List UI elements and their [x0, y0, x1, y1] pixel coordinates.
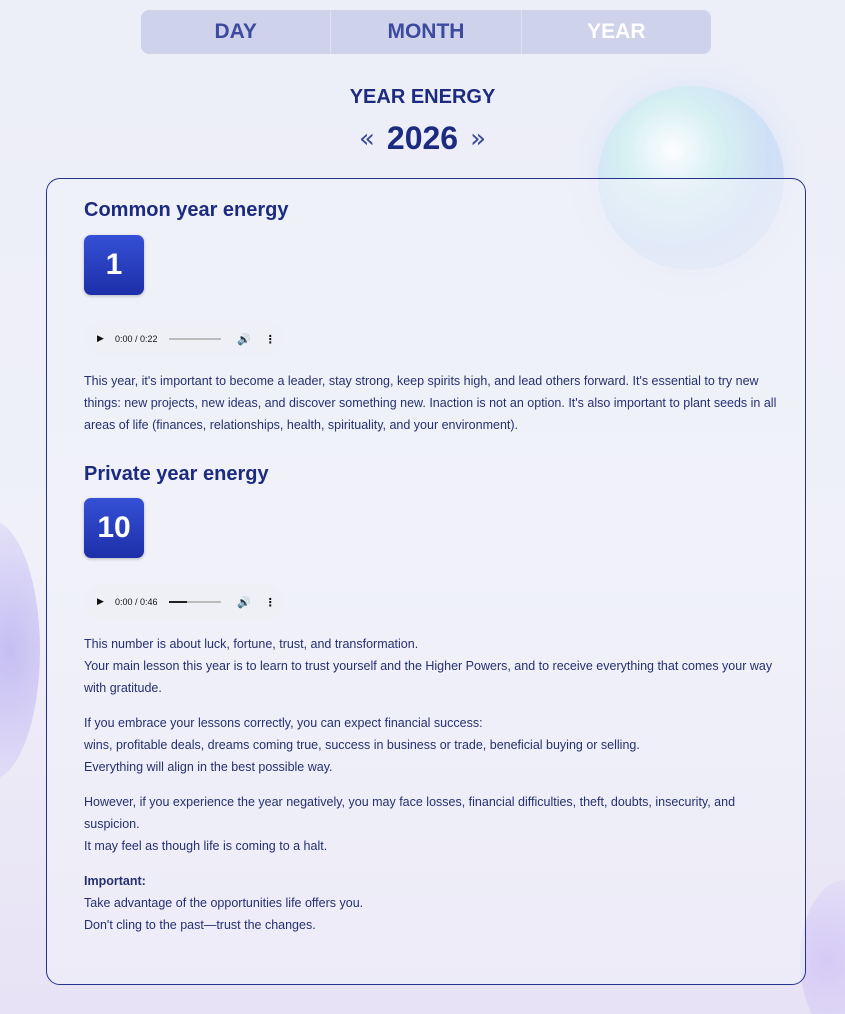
page-title: YEAR ENERGY	[349, 86, 496, 108]
common-energy-title: Common year energy	[84, 199, 289, 221]
decorative-orb-left	[0, 520, 40, 780]
tab-month[interactable]: MONTH	[331, 10, 521, 54]
double-chevron-right-icon[interactable]: »	[470, 123, 487, 154]
decorative-orb-bottom	[800, 880, 845, 1014]
tab-year[interactable]: YEAR	[587, 20, 646, 43]
common-audio-player[interactable]	[84, 321, 284, 357]
paragraph	[84, 870, 784, 936]
private-energy-number: 10	[84, 498, 144, 558]
private-energy-title: Private year energy	[84, 463, 269, 485]
volume-icon[interactable]: 🔊	[237, 332, 251, 346]
common-energy-description	[84, 370, 784, 449]
year-navigator	[0, 120, 845, 157]
text-line: wins, profitable deals, dreams coming true, success in business or trade, beneficial buying or selling.	[84, 738, 640, 752]
double-chevron-left-icon[interactable]: «	[358, 123, 375, 154]
text-line: It may feel as though life is coming to a halt.	[84, 839, 328, 853]
private-energy-description	[84, 633, 784, 949]
paragraph	[84, 712, 784, 778]
play-icon[interactable]: ▶	[97, 597, 104, 607]
play-icon[interactable]: ▶	[97, 334, 104, 344]
paragraph	[84, 791, 784, 857]
text-line: Your main lesson this year is to learn to trust yourself and the Higher Powers, and to receive everything that comes your way with gratitude.	[84, 659, 773, 695]
energy-card	[46, 178, 806, 985]
audio-time: 0:00 / 0:22	[115, 334, 158, 344]
text-line: This number is about luck, fortune, trust, and transformation.	[84, 637, 419, 651]
common-energy-number: 1	[84, 235, 144, 295]
period-tabs	[141, 10, 711, 54]
paragraph: This year, it's important to become a leader, stay strong, keep spirits high, and lead others forward. It's essential to try new things: new projects, new ideas, and discover something new. Inaction is not an option. It's also important to plant seeds in all areas of life (finances, relationships, health, spirituality, and your environment).	[84, 374, 777, 432]
tab-day[interactable]: DAY	[141, 10, 331, 54]
audio-time: 0:00 / 0:46	[115, 597, 158, 607]
private-audio-player[interactable]	[84, 584, 284, 620]
audio-progress[interactable]	[169, 338, 221, 340]
audio-progress[interactable]	[169, 601, 221, 603]
text-line: Don't cling to the past—trust the changes.	[84, 918, 316, 932]
audio-progress-fill	[169, 601, 187, 603]
text-line: Take advantage of the opportunities life offers you.	[84, 896, 364, 910]
more-options-icon[interactable]: ⋮	[264, 332, 276, 346]
volume-icon[interactable]: 🔊	[237, 595, 251, 609]
important-label: Important:	[84, 874, 146, 888]
paragraph	[84, 633, 784, 699]
more-options-icon[interactable]: ⋮	[264, 595, 276, 609]
text-line: Everything will align in the best possible way.	[84, 760, 333, 774]
year-value: 2026	[386, 120, 459, 156]
text-line: If you embrace your lessons correctly, you can expect financial success:	[84, 716, 483, 730]
text-line: However, if you experience the year negatively, you may face losses, financial difficulties, theft, doubts, insecurity, and suspicion.	[84, 795, 736, 831]
